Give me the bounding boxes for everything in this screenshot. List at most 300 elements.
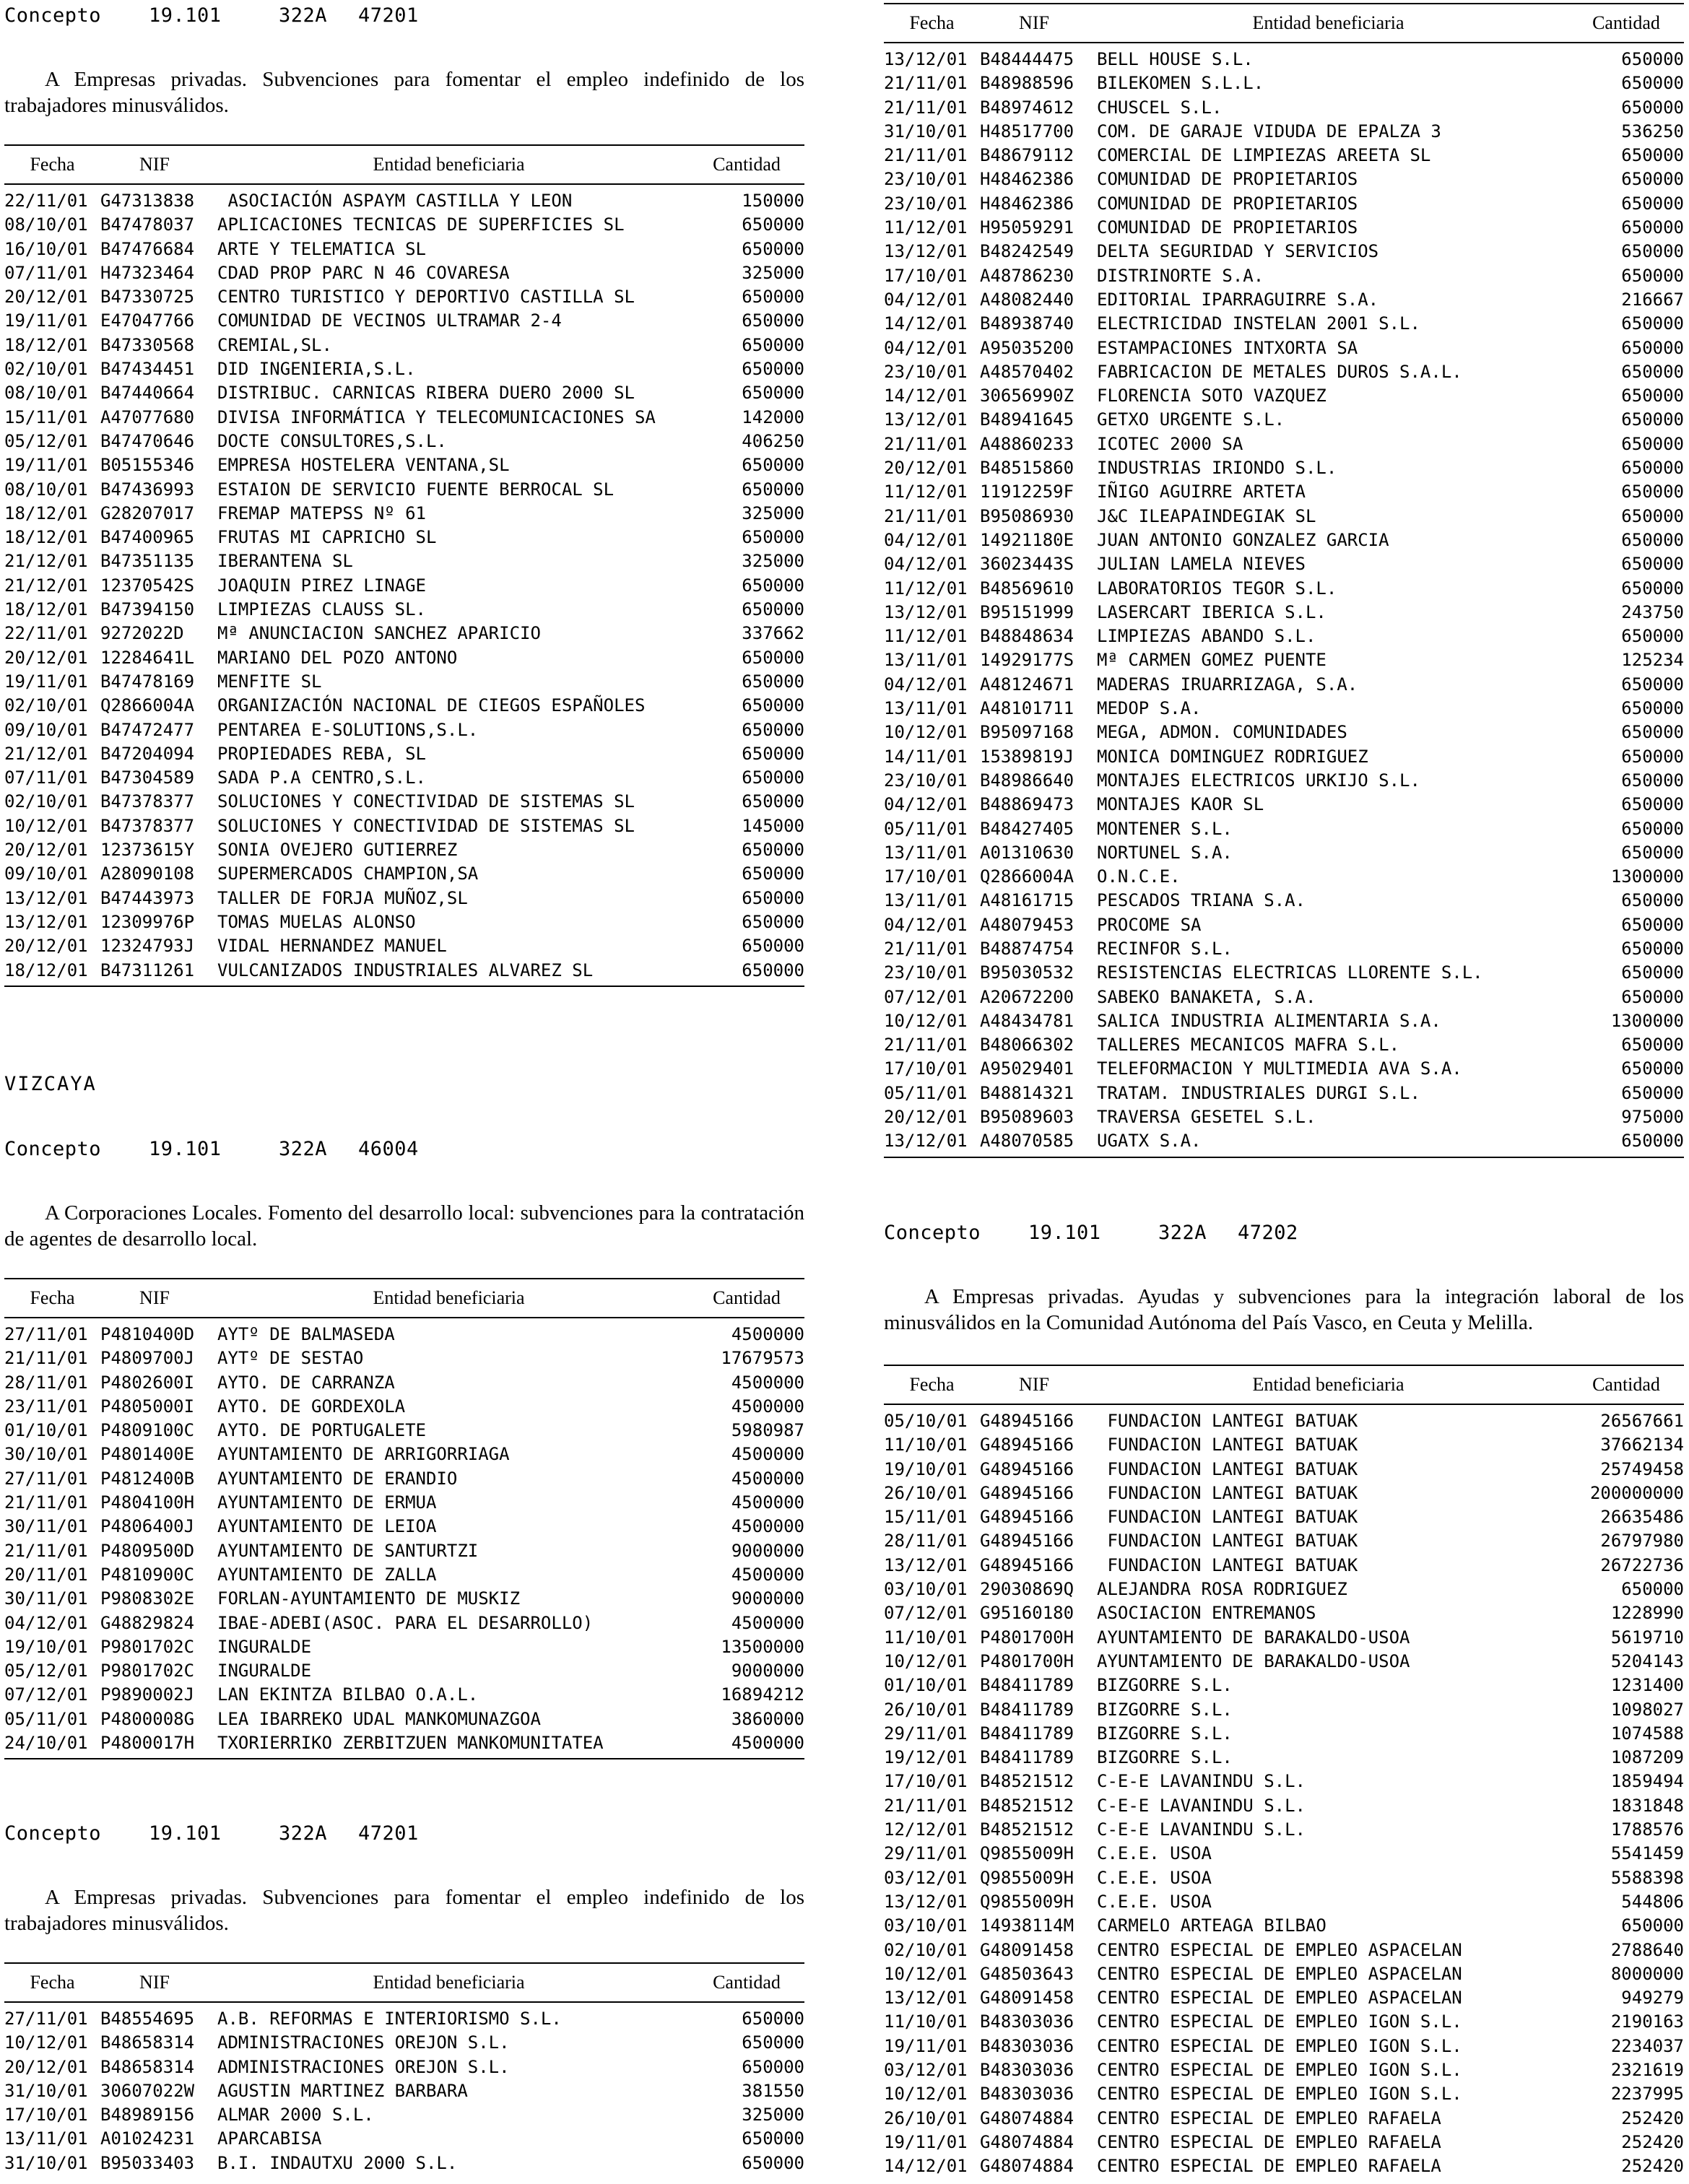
- date-cell: 17/10/01: [884, 1771, 968, 1792]
- amount-cell: 650000: [1621, 505, 1684, 526]
- amount-cell: 975000: [1621, 1107, 1684, 1128]
- date-cell: 14/12/01: [884, 386, 968, 406]
- amount-cell: 145000: [742, 815, 804, 836]
- entity-cell: TXORIERRIKO ZERBITZUEN MANKOMUNITATEA: [217, 1733, 604, 1754]
- entity-cell: RECINFOR S.L.: [1097, 938, 1233, 959]
- table-left-1: [4, 144, 804, 987]
- nif-cell: A01310630: [980, 842, 1074, 863]
- entity-cell: C-E-E LAVANINDU S.L.: [1097, 1819, 1306, 1840]
- table-row: [4, 1346, 804, 1370]
- amount-cell: 650000: [1621, 265, 1684, 286]
- nif-cell: B48569610: [980, 578, 1074, 599]
- amount-cell: 1228990: [1610, 1603, 1684, 1624]
- amount-cell: 150000: [742, 191, 804, 211]
- table-row: [884, 1770, 1684, 1793]
- amount-cell: 650000: [1621, 386, 1684, 406]
- entity-cell: SALICA INDUSTRIA ALIMENTARIA S.A.: [1097, 1010, 1441, 1031]
- amount-cell: 650000: [1621, 1082, 1684, 1103]
- amount-cell: 650000: [1621, 458, 1684, 479]
- date-cell: 13/11/01: [884, 650, 968, 671]
- table-row: [884, 1939, 1684, 1962]
- amount-cell: 650000: [1621, 962, 1684, 983]
- amount-cell: 4500000: [731, 1372, 804, 1393]
- table-row: [4, 2031, 804, 2055]
- nif-cell: P4804100H: [100, 1492, 195, 1513]
- amount-cell: 650000: [1621, 554, 1684, 575]
- date-cell: 03/10/01: [884, 1579, 968, 1600]
- table-row: [884, 264, 1684, 288]
- table-row: [4, 1587, 804, 1611]
- date-cell: 18/12/01: [4, 527, 88, 548]
- table-row: [884, 1033, 1684, 1057]
- nif-cell: G48945166: [980, 1411, 1074, 1431]
- table-row: [884, 1746, 1684, 1770]
- table-row: [884, 432, 1684, 456]
- entity-cell: MENFITE SL: [217, 671, 322, 692]
- table-right-1: [884, 3, 1684, 1158]
- entity-cell: ADMINISTRACIONES OREJON S.L.: [217, 2032, 510, 2053]
- entity-cell: UGATX S.A.: [1097, 1131, 1202, 1152]
- nif-cell: B48411789: [980, 1747, 1074, 1768]
- date-cell: 13/12/01: [884, 1131, 968, 1152]
- entity-cell: MONTAJES KAOR SL: [1097, 794, 1264, 815]
- date-cell: 04/12/01: [884, 529, 968, 550]
- amount-cell: 4500000: [731, 1444, 804, 1465]
- entity-cell: BELL HOUSE S.L.: [1097, 49, 1254, 69]
- entity-cell: A.B. REFORMAS E INTERIORISMO S.L.: [217, 2009, 562, 2029]
- amount-cell: 650000: [1621, 1035, 1684, 1056]
- date-cell: 21/12/01: [4, 551, 88, 572]
- amount-cell: 650000: [742, 887, 804, 908]
- entity-cell: FUNDACION LANTEGI BATUAK: [1097, 1554, 1358, 1575]
- nif-cell: B48988596: [980, 73, 1074, 94]
- entity-cell: LEA IBARREKO UDAL MANKOMUNAZGOA: [217, 1708, 541, 1729]
- table-row: [884, 552, 1684, 576]
- entity-cell: PESCADOS TRIANA S.A.: [1097, 890, 1306, 911]
- date-cell: 14/12/01: [884, 313, 968, 334]
- date-cell: 10/12/01: [884, 1963, 968, 1984]
- date-cell: 20/12/01: [884, 458, 968, 479]
- date-cell: 10/12/01: [884, 722, 968, 743]
- amount-cell: 26797980: [1600, 1531, 1684, 1552]
- table-row: [884, 1962, 1684, 1986]
- table-row: [884, 1722, 1684, 1746]
- date-cell: 05/11/01: [4, 1708, 88, 1729]
- amount-cell: 381550: [742, 2080, 804, 2101]
- amount-cell: 650000: [742, 479, 804, 500]
- table-row: [4, 1395, 804, 1419]
- date-cell: 13/12/01: [884, 49, 968, 69]
- entity-cell: COMUNIDAD DE VECINOS ULTRAMAR 2-4: [217, 310, 562, 331]
- date-cell: 26/10/01: [884, 2107, 968, 2128]
- nif-cell: A48079453: [980, 914, 1074, 935]
- entity-cell: ESTAION DE SERVICIO FUENTE BERROCAL SL: [217, 479, 615, 500]
- entity-cell: DISTRIBUC. CARNICAS RIBERA DUERO 2000 SL: [217, 383, 635, 404]
- table-row: [4, 1491, 804, 1515]
- date-cell: 20/12/01: [4, 840, 88, 861]
- date-cell: 19/12/01: [884, 1747, 968, 1768]
- date-cell: 14/12/01: [884, 2156, 968, 2177]
- table-row: [884, 1842, 1684, 1866]
- date-cell: 30/11/01: [4, 1516, 88, 1537]
- table-row: [884, 71, 1684, 95]
- date-cell: 29/11/01: [884, 1723, 968, 1744]
- amount-cell: 650000: [1621, 698, 1684, 719]
- amount-cell: 650000: [1621, 409, 1684, 430]
- entity-cell: CENTRO ESPECIAL DE EMPLEO ASPACELAN: [1097, 1939, 1462, 1960]
- date-cell: 13/11/01: [884, 890, 968, 911]
- amount-cell: 1074588: [1610, 1723, 1684, 1744]
- date-cell: 23/11/01: [4, 1396, 88, 1417]
- table-row: [4, 238, 804, 261]
- nif-cell: B48515860: [980, 458, 1074, 479]
- amount-cell: 4500000: [731, 1516, 804, 1537]
- entity-cell: JULIAN LAMELA NIEVES: [1097, 554, 1306, 575]
- date-cell: 04/12/01: [884, 674, 968, 695]
- entity-cell: ASOCIACIÓN ASPAYM CASTILLA Y LEON: [217, 191, 573, 211]
- table-row: [884, 1914, 1684, 1938]
- entity-cell: AYTO. DE GORDEXOLA: [217, 1396, 406, 1417]
- table-row: [884, 1986, 1684, 2010]
- nif-cell: B47400965: [100, 527, 195, 548]
- table-row: [4, 1563, 804, 1587]
- nif-cell: B48658314: [100, 2032, 195, 2053]
- table-row: [884, 1529, 1684, 1553]
- date-cell: 19/11/01: [884, 2131, 968, 2152]
- table-row: [884, 1554, 1684, 1578]
- table-row: [884, 1409, 1684, 1433]
- date-cell: 31/10/01: [884, 121, 968, 142]
- date-cell: 27/11/01: [4, 2009, 88, 2029]
- table-row: [884, 2035, 1684, 2058]
- date-cell: 20/11/01: [4, 1564, 88, 1585]
- table-row: [884, 360, 1684, 384]
- amount-cell: 650000: [742, 527, 804, 548]
- entity-cell: COMUNIDAD DE PROPIETARIOS: [1097, 169, 1358, 190]
- table-row: [884, 120, 1684, 144]
- table-row: [4, 814, 804, 838]
- date-cell: 23/10/01: [884, 169, 968, 190]
- entity-cell: FLORENCIA SOTO VAZQUEZ: [1097, 386, 1327, 406]
- entity-cell: SABEKO BANAKETA, S.A.: [1097, 986, 1316, 1007]
- table-row: [884, 456, 1684, 480]
- nif-cell: P4810900C: [100, 1564, 195, 1585]
- date-cell: 13/12/01: [884, 1554, 968, 1575]
- amount-cell: 325000: [742, 551, 804, 572]
- nif-cell: G48074884: [980, 2131, 1074, 2152]
- nif-cell: B95030532: [980, 962, 1074, 983]
- table-row: [884, 1674, 1684, 1697]
- table-row: [4, 838, 804, 862]
- table-row: [4, 1419, 804, 1443]
- table-row: [4, 887, 804, 910]
- nif-cell: P4809100C: [100, 1420, 195, 1441]
- date-cell: 03/10/01: [884, 1915, 968, 1936]
- intro-paragraph-1: A Empresas privadas. Subvenciones para fomentar el empleo indefinido de los trabajadores minusválidos.: [4, 68, 804, 117]
- table-row: [4, 862, 804, 886]
- table-row: [884, 2107, 1684, 2131]
- nif-cell: Q9855009H: [980, 1867, 1074, 1888]
- entity-cell: DISTRINORTE S.A.: [1097, 265, 1264, 286]
- table-row: [884, 889, 1684, 913]
- entity-cell: C.E.E. USOA: [1097, 1891, 1212, 1912]
- date-cell: 08/10/01: [4, 383, 88, 404]
- date-cell: 01/10/01: [4, 1420, 88, 1441]
- concept-line-4: Concepto 19.101 322A 47202: [884, 1222, 1298, 1244]
- amount-cell: 650000: [1621, 986, 1684, 1007]
- table-row: [884, 1650, 1684, 1674]
- nif-cell: B48303036: [980, 2011, 1074, 2032]
- nif-cell: B47443973: [100, 887, 195, 908]
- date-cell: 11/12/01: [884, 578, 968, 599]
- date-cell: 28/11/01: [4, 1372, 88, 1393]
- amount-cell: 650000: [1621, 938, 1684, 959]
- nif-cell: P4812400B: [100, 1468, 195, 1489]
- nif-cell: H48462386: [980, 193, 1074, 214]
- nif-cell: B48411789: [980, 1723, 1074, 1744]
- nif-cell: G48945166: [980, 1482, 1074, 1503]
- amount-cell: 650000: [742, 214, 804, 235]
- amount-cell: 650000: [742, 287, 804, 308]
- entity-cell: CARMELO ARTEAGA BILBAO: [1097, 1915, 1327, 1936]
- table-row: [884, 2131, 1684, 2154]
- amount-cell: 650000: [742, 960, 804, 980]
- date-cell: 11/12/01: [884, 482, 968, 503]
- table-row: [884, 528, 1684, 552]
- date-cell: 13/12/01: [884, 1891, 968, 1912]
- intro-paragraph-4: A Empresas privadas. Ayudas y subvenciones para la integración laboral de los minusválidos en la Comunidad Autónoma del País Vasco, en Ceuta y Melilla.: [884, 1285, 1684, 1334]
- amount-cell: 650000: [1621, 1058, 1684, 1079]
- amount-cell: 37662134: [1600, 1435, 1684, 1456]
- amount-cell: 650000: [742, 2056, 804, 2077]
- amount-cell: 650000: [1621, 49, 1684, 69]
- amount-cell: 142000: [742, 406, 804, 427]
- amount-cell: 5204143: [1610, 1650, 1684, 1671]
- amount-cell: 650000: [742, 695, 804, 716]
- entity-cell: ARTE Y TELEMATICA SL: [217, 238, 426, 259]
- amount-cell: 650000: [1621, 914, 1684, 935]
- amount-cell: 650000: [1621, 1579, 1684, 1600]
- entity-cell: MADERAS IRUARRIZAGA, S.A.: [1097, 674, 1358, 695]
- date-cell: 20/12/01: [4, 287, 88, 308]
- entity-cell: PROCOME SA: [1097, 914, 1202, 935]
- amount-cell: 650000: [1621, 193, 1684, 214]
- date-cell: 10/12/01: [4, 2032, 88, 2053]
- amount-cell: 650000: [742, 743, 804, 764]
- nif-cell: B48303036: [980, 2084, 1074, 2105]
- table-row: [4, 334, 804, 357]
- entity-cell: CENTRO ESPECIAL DE EMPLEO IGON S.L.: [1097, 2084, 1462, 2105]
- nif-cell: G28207017: [100, 503, 195, 523]
- table-row: [884, 48, 1684, 71]
- entity-cell: CENTRO ESPECIAL DE EMPLEO IGON S.L.: [1097, 2060, 1462, 2081]
- table-row: [4, 357, 804, 381]
- table-row: [884, 2010, 1684, 2034]
- entity-cell: COM. DE GARAJE VIDUDA DE EPALZA 3: [1097, 121, 1441, 142]
- amount-cell: 2234037: [1610, 2035, 1684, 2056]
- nif-cell: 12324793J: [100, 936, 195, 957]
- date-cell: 21/12/01: [4, 575, 88, 596]
- date-cell: 04/12/01: [4, 1612, 88, 1633]
- date-cell: 11/10/01: [884, 2011, 968, 2032]
- nif-cell: G48074884: [980, 2156, 1074, 2177]
- nif-cell: P4809500D: [100, 1540, 195, 1561]
- table-header: Fecha NIF Entidad beneficiaria Cantidad: [884, 4, 1684, 43]
- date-cell: 22/11/01: [4, 191, 88, 211]
- table-row: [4, 1683, 804, 1707]
- nif-cell: B48848634: [980, 626, 1074, 647]
- amount-cell: 26567661: [1600, 1411, 1684, 1431]
- table-row: [884, 505, 1684, 528]
- date-cell: 31/10/01: [4, 2080, 88, 2101]
- entity-cell: TALLER DE FORJA MUÑOZ,SL: [217, 887, 468, 908]
- date-cell: 02/10/01: [884, 1939, 968, 1960]
- nif-cell: 30607022W: [100, 2080, 195, 2101]
- entity-cell: TALLERES MECANICOS MAFRA S.L.: [1097, 1035, 1400, 1056]
- nif-cell: P4800008G: [100, 1708, 195, 1729]
- entity-cell: DELTA SEGURIDAD Y SERVICIOS: [1097, 241, 1379, 262]
- nif-cell: B48941645: [980, 409, 1074, 430]
- nif-cell: B95151999: [980, 601, 1074, 622]
- nif-cell: 12309976P: [100, 911, 195, 932]
- entity-cell: AYUNTAMIENTO DE BARAKALDO-USOA: [1097, 1650, 1410, 1671]
- table-row: [4, 910, 804, 934]
- nif-cell: 14938114M: [980, 1915, 1074, 1936]
- nif-cell: B47378377: [100, 791, 195, 812]
- amount-cell: 650000: [742, 911, 804, 932]
- nif-cell: G95160180: [980, 1603, 1074, 1624]
- date-cell: 21/11/01: [4, 1492, 88, 1513]
- nif-cell: B48303036: [980, 2060, 1074, 2081]
- entity-cell: EDITORIAL IPARRAGUIRRE S.A.: [1097, 289, 1379, 310]
- date-cell: 05/12/01: [4, 1661, 88, 1681]
- table-row: [884, 96, 1684, 120]
- entity-cell: CENTRO ESPECIAL DE EMPLEO IGON S.L.: [1097, 2011, 1462, 2032]
- date-cell: 19/11/01: [4, 455, 88, 476]
- date-cell: 21/11/01: [884, 145, 968, 166]
- amount-cell: 650000: [742, 863, 804, 884]
- table-row: [4, 2007, 804, 2031]
- entity-cell: B.I. INDAUTXU 2000 S.L.: [217, 2152, 458, 2173]
- date-cell: 13/12/01: [4, 887, 88, 908]
- nif-cell: B48521512: [980, 1795, 1074, 1816]
- date-cell: 04/12/01: [884, 794, 968, 815]
- entity-cell: CENTRO ESPECIAL DE EMPLEO RAFAELA: [1097, 2107, 1441, 2128]
- nif-cell: B47304589: [100, 767, 195, 788]
- date-cell: 13/11/01: [4, 2128, 88, 2149]
- date-cell: 28/11/01: [884, 1531, 968, 1552]
- table-row: [884, 144, 1684, 168]
- nif-cell: P4801400E: [100, 1444, 195, 1465]
- amount-cell: 252420: [1621, 2156, 1684, 2177]
- entity-cell: DID INGENIERIA,S.L.: [217, 359, 416, 380]
- table-row: [884, 961, 1684, 985]
- table-row: [884, 1129, 1684, 1153]
- amount-cell: 5588398: [1610, 1867, 1684, 1888]
- table-row: [884, 2082, 1684, 2106]
- table-left-3: [4, 1962, 804, 2178]
- amount-cell: 325000: [742, 262, 804, 283]
- table-row: [884, 2058, 1684, 2082]
- table-row: [4, 381, 804, 405]
- nif-cell: G48829824: [100, 1612, 195, 1633]
- entity-cell: TELEFORMACION Y MULTIMEDIA AVA S.A.: [1097, 1058, 1462, 1079]
- date-cell: 27/11/01: [4, 1468, 88, 1489]
- amount-cell: 650000: [1621, 529, 1684, 550]
- table-row: [4, 1707, 804, 1731]
- amount-cell: 2788640: [1610, 1939, 1684, 1960]
- entity-cell: SUPERMERCADOS CHAMPION,SA: [217, 863, 479, 884]
- nif-cell: B48427405: [980, 818, 1074, 839]
- nif-cell: 14921180E: [980, 529, 1074, 550]
- table-row: [4, 1731, 804, 1755]
- table-row: [4, 2055, 804, 2079]
- table-row: [884, 408, 1684, 432]
- table-row: [4, 549, 804, 573]
- nif-cell: B48411789: [980, 1675, 1074, 1696]
- intro-paragraph-3: A Empresas privadas. Subvenciones para fomentar el empleo indefinido de los trabajadores minusválidos.: [4, 1886, 804, 1935]
- date-cell: 15/11/01: [884, 1507, 968, 1528]
- date-cell: 05/10/01: [884, 1411, 968, 1431]
- nif-cell: 14929177S: [980, 650, 1074, 671]
- nif-cell: B47440664: [100, 383, 195, 404]
- nif-cell: G48074884: [980, 2107, 1074, 2128]
- amount-cell: 544806: [1621, 1891, 1684, 1912]
- nif-cell: B47476684: [100, 238, 195, 259]
- table-row: [4, 406, 804, 430]
- table-row: [4, 285, 804, 309]
- nif-cell: B47470646: [100, 430, 195, 451]
- entity-cell: TOMAS MUELAS ALONSO: [217, 911, 416, 932]
- table-row: [884, 480, 1684, 504]
- date-cell: 29/11/01: [884, 1843, 968, 1864]
- entity-cell: COMERCIAL DE LIMPIEZAS AREETA SL: [1097, 145, 1431, 166]
- nif-cell: B48521512: [980, 1819, 1074, 1840]
- table-row: [4, 622, 804, 645]
- table-row: [884, 697, 1684, 721]
- nif-cell: B48874754: [980, 938, 1074, 959]
- entity-cell: VIDAL HERNANDEZ MANUEL: [217, 936, 447, 957]
- entity-cell: IBERANTENA SL: [217, 551, 353, 572]
- entity-cell: C-E-E LAVANINDU S.L.: [1097, 1795, 1306, 1816]
- entity-cell: LIMPIEZAS CLAUSS SL.: [217, 599, 426, 620]
- date-cell: 19/10/01: [4, 1636, 88, 1657]
- table-row: [884, 1009, 1684, 1033]
- entity-cell: PENTAREA E-SOLUTIONS,S.L.: [217, 719, 479, 740]
- nif-cell: P4810400D: [100, 1324, 195, 1344]
- amount-cell: 8000000: [1610, 1963, 1684, 1984]
- table-row: [4, 478, 804, 502]
- entity-cell: AGUSTIN MARTINEZ BARBARA: [217, 2080, 468, 2101]
- nif-cell: B48658314: [100, 2056, 195, 2077]
- amount-cell: 650000: [742, 647, 804, 668]
- amount-cell: 650000: [742, 2128, 804, 2149]
- nif-cell: P9808302E: [100, 1588, 195, 1609]
- nif-cell: B48974612: [980, 97, 1074, 118]
- amount-cell: 650000: [742, 238, 804, 259]
- date-cell: 10/12/01: [4, 815, 88, 836]
- table-row: [884, 336, 1684, 360]
- date-cell: 21/11/01: [884, 505, 968, 526]
- nif-cell: P9890002J: [100, 1684, 195, 1705]
- entity-cell: C.E.E. USOA: [1097, 1843, 1212, 1864]
- region-title: VIZCAYA: [4, 1073, 97, 1095]
- amount-cell: 243750: [1621, 601, 1684, 622]
- nif-cell: A48860233: [980, 433, 1074, 454]
- table-row: [884, 1458, 1684, 1482]
- table-header: Fecha NIF Entidad beneficiaria Cantidad: [4, 1279, 804, 1318]
- nif-cell: B48521512: [980, 1771, 1074, 1792]
